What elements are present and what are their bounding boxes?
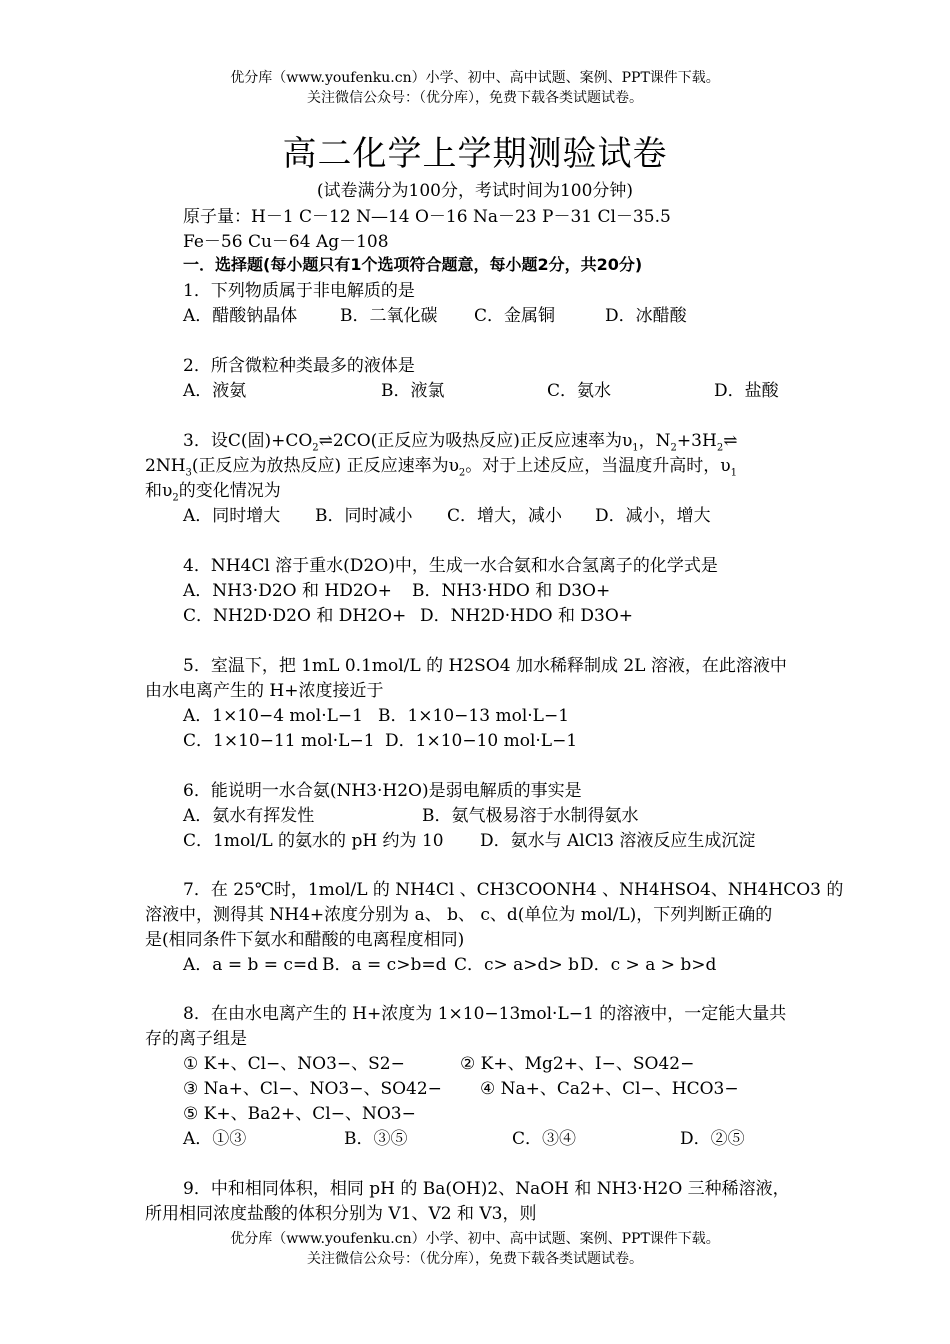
question-8-ion-group-2: ② K+、Mg2+、I−、SO42− (460, 1054, 695, 1074)
atomic-mass-line-1: 原子量：H－1 C－12 N—14 O－16 Na－23 P－31 Cl－35.5 (183, 207, 671, 227)
question-1-option-d: D．冰醋酸 (605, 306, 687, 326)
question-3-option-d: D．减小，增大 (595, 506, 711, 526)
question-5-option-c: C．1×10−11 mol·L−1 (183, 731, 375, 751)
question-8-ion-group-4: ④ Na+、Ca2+、Cl−、HCO3− (480, 1079, 739, 1099)
page-title: 高二化学上学期测验试卷 (282, 134, 668, 174)
section-heading: 一．选择题(每小题只有1个选项符合题意，每小题2分，共20分) (183, 255, 643, 274)
question-5-line-2: 由水电离产生的 H+浓度接近于 (145, 681, 384, 701)
question-8-option-d: D．②⑤ (680, 1129, 745, 1149)
header-line-2: 关注微信公众号：（优分库），免费下载各类试题试卷。 (307, 90, 643, 106)
question-6-option-c: C．1mol/L 的氨水的 pH 约为 10 (183, 831, 444, 851)
question-2-option-b: B．液氯 (381, 381, 445, 401)
question-2-option-a: A．液氨 (183, 381, 247, 401)
header-line-1: 优分库（www.youfenku.cn）小学、初中、高中试题、案例、PPT课件下载。 (230, 70, 720, 86)
question-2-option-c: C．氨水 (547, 381, 612, 401)
question-8-line-1: 8．在由水电离产生的 H+浓度为 1×10−13mol·L−1 的溶液中，一定能大量共 (183, 1004, 787, 1024)
question-1-option-c: C．金属铜 (474, 306, 556, 326)
question-9-line-2: 所用相同浓度盐酸的体积分别为 V1、V2 和 V3，则 (145, 1204, 537, 1224)
question-3-option-c: C．增大，减小 (447, 506, 563, 526)
question-7-line-1: 7．在 25℃时，1mol/L 的 NH4Cl 、CH3COONH4 、NH4HSO4、NH4HCO3 的 (183, 880, 844, 900)
question-6-option-b: B．氨气极易溶于水制得氨水 (422, 806, 639, 826)
question-7-option-b: B．a = c>b=d (322, 955, 447, 975)
question-3-option-a: A．同时增大 (183, 506, 281, 526)
question-7-line-3: 是(相同条件下氨水和醋酸的电离程度相同) (145, 930, 465, 950)
question-6-option-a: A．氨水有挥发性 (183, 806, 315, 826)
question-2-stem: 2．所含微粒种类最多的液体是 (183, 356, 415, 376)
question-4-option-d: D．NH2D·HDO 和 D3O+ (420, 606, 634, 626)
question-3-line-2: $2NH_3$(正反应为放热反应) 正反应速率为$\upsilon_2$。对于上述反应，当温度升高时，$\upsilon_1$ (145, 456, 738, 479)
footer-line-2: 关注微信公众号：（优分库），免费下载各类试题试卷。 (307, 1251, 643, 1267)
question-1-option-a: A．醋酸钠晶体 (183, 306, 298, 326)
question-8-ion-group-5: ⑤ K+、Ba2+、Cl−、NO3− (183, 1104, 416, 1124)
question-8-option-b: B．③⑤ (344, 1129, 408, 1149)
subtitle: (试卷满分为100分，考试时间为100分钟) (316, 181, 634, 201)
question-7-line-2: 溶液中，测得其 NH4+浓度分别为 a、 b、 c、d(单位为 mol/L)，下列判断正确的 (145, 905, 773, 925)
atomic-mass-line-2: Fe－56 Cu－64 Ag－108 (183, 232, 389, 252)
question-4-option-c: C．NH2D·D2O 和 DH2O+ (183, 606, 407, 626)
question-4-option-a: A．NH3·D2O 和 HD2O+ (183, 581, 392, 601)
question-3-line-3: 和$\upsilon_2$的变化情况为 (145, 481, 281, 504)
question-3-line-1: 3．设C(固)$+CO_2\rightleftharpoons 2CO$(正反应为吸热反应)正反应速率为$\upsilon_1$，$N_2+3H_2\rightleftharpoons$ (183, 431, 738, 454)
question-2-option-d: D．盐酸 (714, 381, 779, 401)
question-8-line-2: 存的离子组是 (145, 1029, 247, 1049)
question-7-option-a: A．a = b = c=d (183, 955, 319, 975)
question-5-option-b: B．1×10−13 mol·L−1 (378, 706, 570, 726)
question-1-stem: 1．下列物质属于非电解质的是 (183, 281, 415, 301)
question-5-line-1: 5．室温下，把 1mL 0.1mol/L 的 H2SO4 加水稀释制成 2L 溶液，在此溶液中 (183, 656, 787, 676)
question-8-ion-group-1: ① K+、Cl−、NO3−、S2− (183, 1054, 405, 1074)
question-5-option-a: A．1×10−4 mol·L−1 (183, 706, 363, 726)
question-9-line-1: 9．中和相同体积，相同 pH 的 Ba(OH)2、NaOH 和 NH3·H2O 三种稀溶液， (183, 1179, 790, 1199)
question-6-option-d: D．氨水与 AlCl3 溶液反应生成沉淀 (480, 831, 756, 851)
footer-line-1: 优分库（www.youfenku.cn）小学、初中、高中试题、案例、PPT课件下载。 (230, 1231, 720, 1247)
question-8-option-c: C．③④ (512, 1129, 577, 1149)
question-8-option-a: A．①③ (183, 1129, 247, 1149)
question-8-ion-group-3: ③ Na+、Cl−、NO3−、SO42− (183, 1079, 442, 1099)
question-4-stem: 4．NH4Cl 溶于重水(D2O)中，生成一水合氨和水合氢离子的化学式是 (183, 556, 718, 576)
question-7-option-d: D．c > a > b>d (580, 955, 717, 975)
question-3-option-b: B．同时减小 (315, 506, 413, 526)
question-6-stem: 6．能说明一水合氨(NH3·H2O)是弱电解质的事实是 (183, 781, 582, 801)
question-1-option-b: B．二氧化碳 (340, 306, 438, 326)
question-5-option-d: D．1×10−10 mol·L−1 (385, 731, 578, 751)
question-7-option-c: C．c> a>d> b (454, 955, 579, 975)
question-4-option-b: B．NH3·HDO 和 D3O+ (412, 581, 611, 601)
